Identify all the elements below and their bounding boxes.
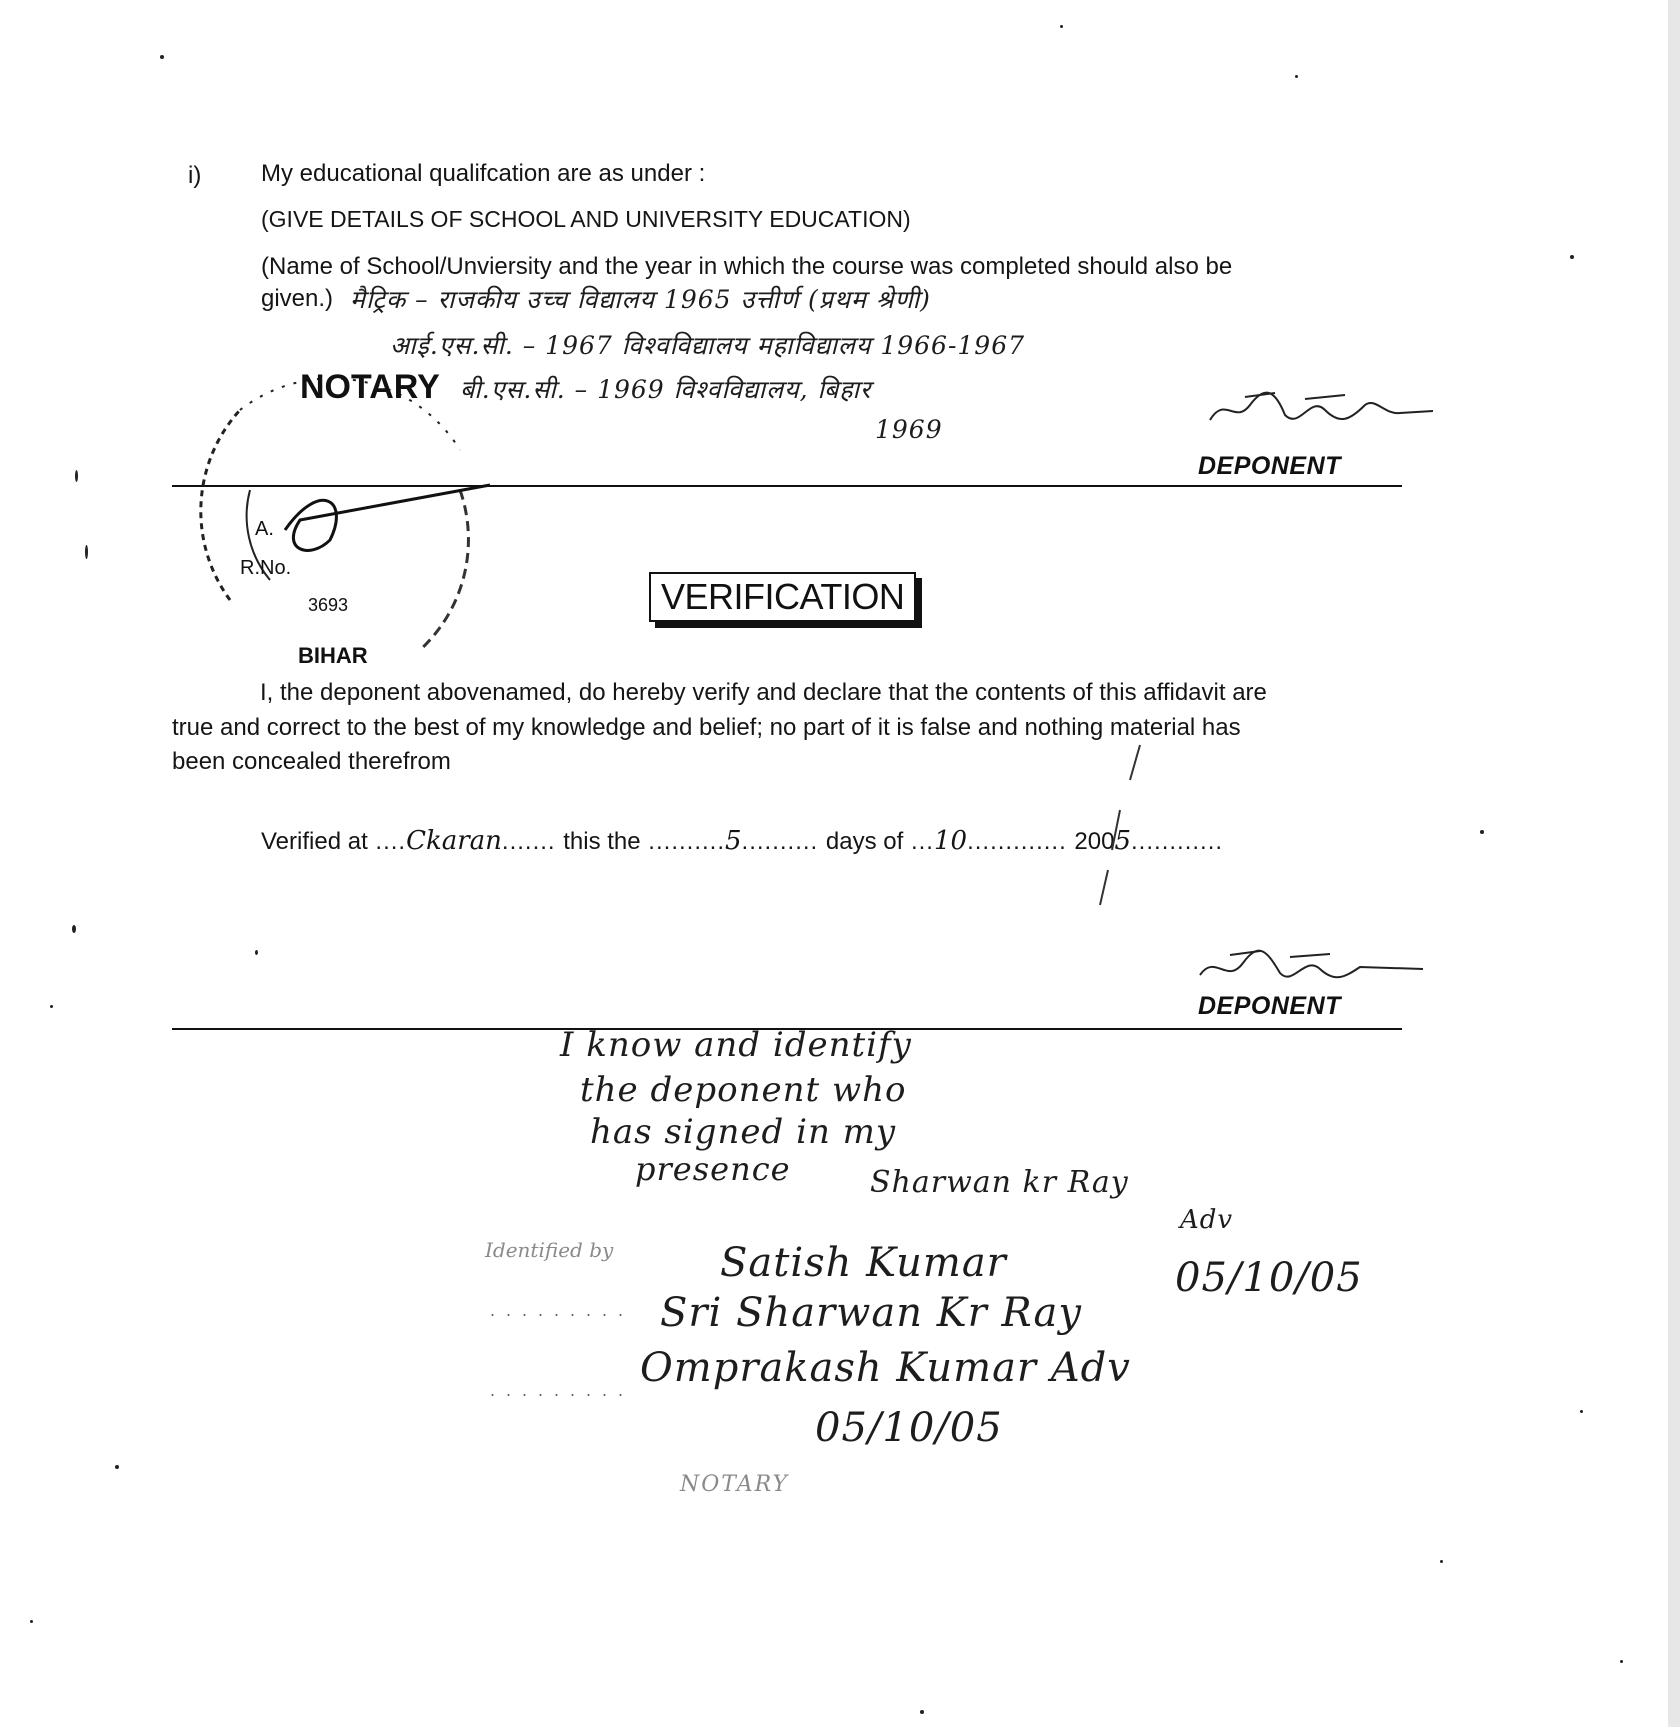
year-prefix: 200 <box>1074 828 1115 855</box>
identification-line-2: the deponent who <box>580 1070 907 1110</box>
identification-date-1: 05/10/05 <box>1175 1255 1363 1301</box>
stamp-line-2: R.No. <box>240 557 292 579</box>
scan-speck <box>160 55 164 59</box>
identification-line-5: Sharwan kr Ray <box>870 1165 1129 1200</box>
verified-at-label: Verified at <box>261 828 368 855</box>
stamp-line-3: 3693 <box>308 595 349 615</box>
deponent-signature-2 <box>1195 945 1425 995</box>
faint-dotted-line-2: . . . . . . . . . <box>490 1380 627 1400</box>
scan-speck <box>1295 75 1298 78</box>
scan-speck <box>1440 1560 1443 1563</box>
advocate-note: Adv <box>1180 1205 1234 1235</box>
verification-title: VERIFICATION <box>649 572 916 622</box>
handwritten-qualification-line-1: मैट्रिक – राजकीय उच्च विद्यालय 1965 उत्तीर्ण (प्रथम श्रेणी) <box>350 285 931 314</box>
verified-at-line: Verified at ....Ckaran....... this the ..........5.......... days of ...10............. 2005............ <box>261 826 1224 856</box>
faint-notary-footer: NOTARY <box>680 1472 790 1497</box>
section-instruction: (GIVE DETAILS OF SCHOOL AND UNIVERSITY EDUCATION) <box>261 206 911 232</box>
stamp-bottom-text: BIHAR <box>298 643 368 668</box>
verification-para-line-3: been concealed therefrom <box>172 748 451 775</box>
handwritten-qualification-line-2: आई.एस.सी. – 1967 विश्वविद्यालय महाविद्यालय 1966-1967 <box>390 331 1026 360</box>
pen-stroke <box>1090 740 1150 910</box>
deponent-label-1: DEPONENT <box>1198 452 1341 480</box>
day-value: 5 <box>725 826 742 856</box>
scan-speck <box>255 950 258 955</box>
scan-speck <box>1620 1660 1623 1663</box>
section-note-line-2: given.) <box>261 285 334 312</box>
page-edge-shadow <box>1668 0 1680 1727</box>
deponent-label-2: DEPONENT <box>1198 992 1341 1020</box>
scan-speck <box>1570 255 1574 259</box>
scan-speck <box>72 925 76 933</box>
identification-line-1: I know and identify <box>560 1025 912 1065</box>
scan-speck <box>920 1710 924 1714</box>
section-note-line-1: (Name of School/Unviersity and the year in which the course was completed should also be <box>261 253 1233 280</box>
faint-dotted-line-1: . . . . . . . . . <box>490 1300 627 1320</box>
notary-stamp <box>160 350 520 670</box>
deponent-signature-1 <box>1205 385 1435 435</box>
days-of-label: days of <box>825 828 904 855</box>
identification-line-7: Omprakash Kumar Adv <box>640 1345 1131 1391</box>
identification-line-3: has signed in my <box>590 1112 897 1152</box>
identification-line-4: presence <box>635 1150 791 1188</box>
faint-identified-by: Identified by <box>485 1238 614 1262</box>
verification-para-line-2: true and correct to the best of my knowledge and belief; no part of it is false and nothing material has <box>172 714 1241 741</box>
month-value: 10 <box>933 826 968 856</box>
identifier-name: Satish Kumar <box>720 1240 1007 1286</box>
section-heading: My educational qualifcation are as under : <box>261 160 706 187</box>
stamp-arc-text: NOTARY <box>300 368 440 406</box>
scan-speck <box>1580 1410 1583 1413</box>
handwritten-qualification-line-3: बी.एस.सी. – 1969 विश्वविद्यालय, बिहार <box>460 375 872 404</box>
scan-speck <box>75 470 78 482</box>
scan-speck <box>1480 830 1484 834</box>
item-marker: i) <box>188 162 202 189</box>
scan-speck <box>85 545 88 559</box>
year-value: 5 <box>1114 826 1132 856</box>
this-the-label: this the <box>563 828 641 855</box>
scan-speck <box>115 1465 119 1469</box>
scan-speck <box>50 1005 53 1008</box>
identification-date-2: 05/10/05 <box>815 1405 1003 1451</box>
identification-line-6: Sri Sharwan Kr Ray <box>660 1290 1082 1336</box>
verification-para-line-1: I, the deponent abovenamed, do hereby verify and declare that the contents of this affidavit are <box>260 679 1267 706</box>
stamp-line-1: A. <box>255 518 274 540</box>
verified-at-value: Ckaran <box>406 826 502 856</box>
handwritten-qualification-line-4: 1969 <box>875 415 943 444</box>
scan-speck <box>1060 25 1063 28</box>
scan-speck <box>30 1620 33 1623</box>
